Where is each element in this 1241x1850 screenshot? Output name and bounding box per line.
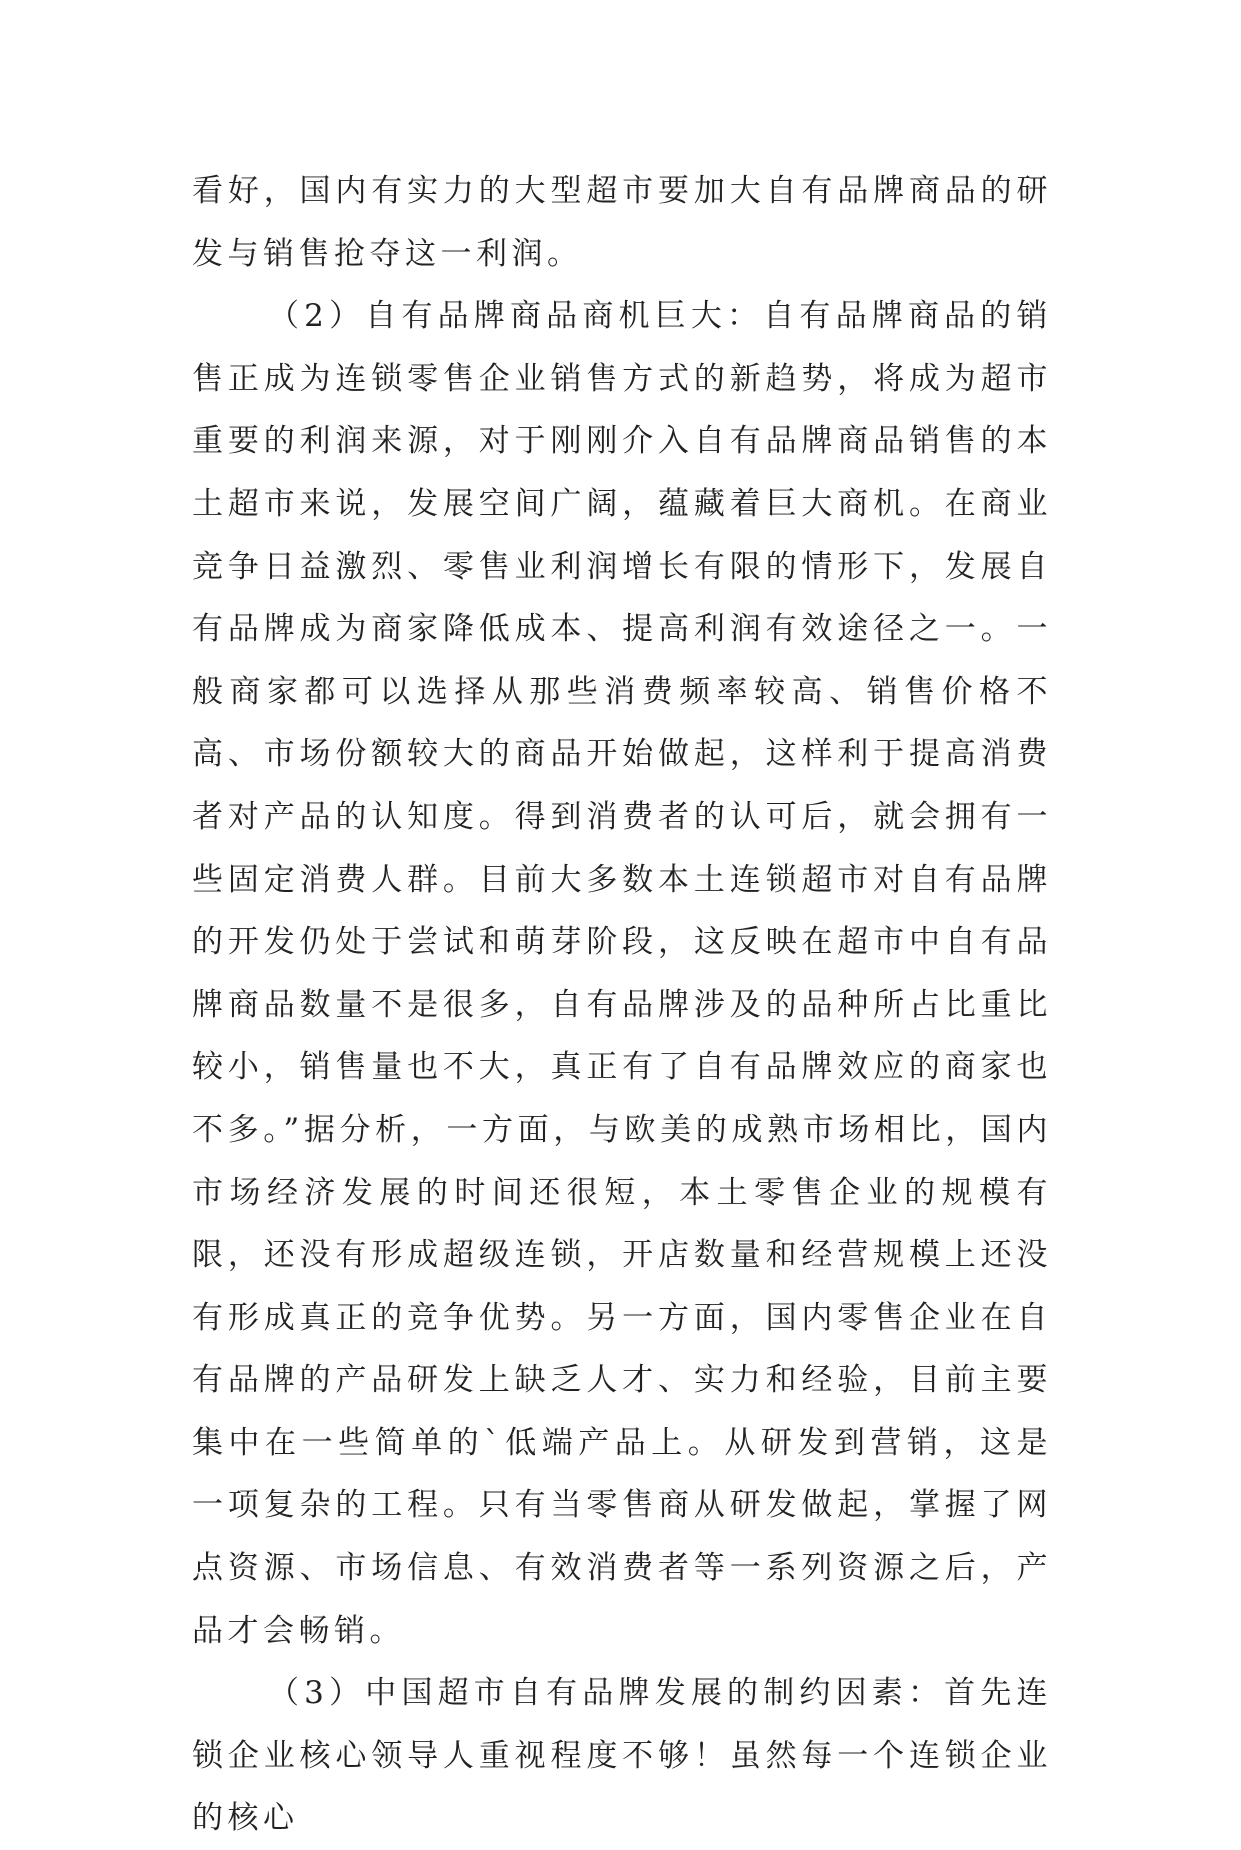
paragraph-continuation: 看好，国内有实力的大型超市要加大自有品牌商品的研发与销售抢夺这一利润。 bbox=[192, 173, 1052, 272]
paragraph-item-3: （3）中国超市自有品牌发展的制约因素：首先连锁企业核心领导人重视程度不够！虽然每一个连锁企业的核心 bbox=[192, 1675, 1052, 1837]
document-body bbox=[192, 160, 1052, 1850]
paragraph-item-2: （2）自有品牌商品商机巨大：自有品牌商品的销售正成为连锁零售企业销售方式的新趋势，将成为超市重要的利润来源，对于刚刚介入自有品牌商品销售的本土超市来说，发展空间广阔，蕴藏着巨大商机。在商业竞争日益激烈、零售业利润增长有限的情形下，发展自有品牌成为商家降低成本、提高利润有效途径之一。一般商家都可以选择从那些消费频率较高、销售价格不高、市场份额较大的商品开始做起，这样利于提高消费者对产品的认知度。得到消费者的认可后，就会拥有一些固定消费人群。目前大多数本土连锁超市对自有品牌的开发仍处于尝试和萌芽阶段，这反映在超市中自有品牌商品数量不是很多，自有品牌涉及的品种所占比重比较小，销售量也不大，真正有了自有品牌效应的商家也不多。”据分析，一方面，与欧美的成熟市场相比，国内市场经济发展的时间还很短，本土零售企业的规模有限，还没有形成超级连锁，开店数量和经营规模上还没有形成真正的竞争优势。另一方面，国内零售企业在自有品牌的产品研发上缺乏人才、实力和经验，目前主要集中在一些简单的`低端产品上。从研发到营销，这是一项复杂的工程。只有当零售商从研发做起，掌握了网点资源、市场信息、有效消费者等一系列资源之后，产品才会畅销。 bbox=[192, 298, 1052, 1649]
